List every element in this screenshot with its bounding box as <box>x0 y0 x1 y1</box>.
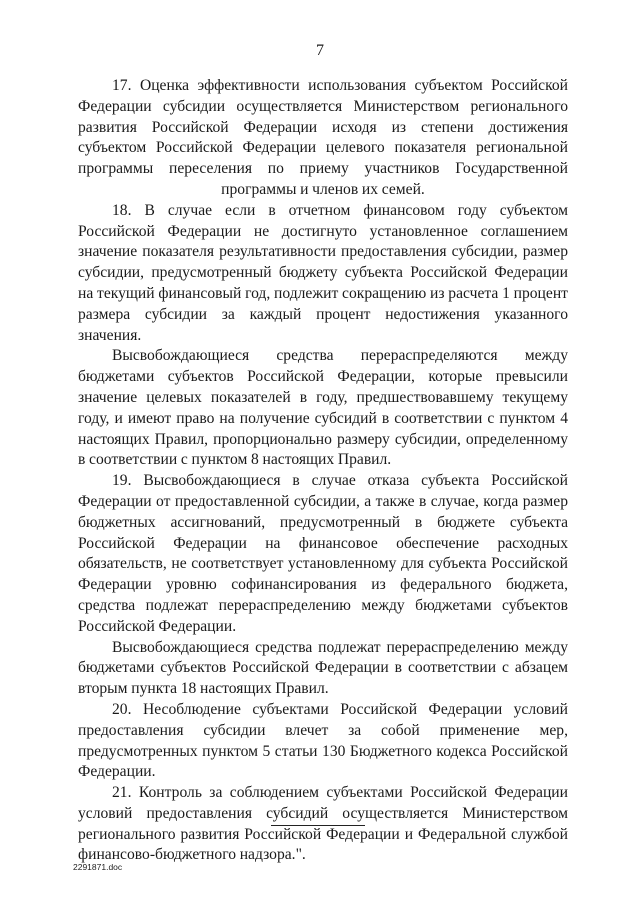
end-divider <box>271 825 365 826</box>
paragraph-19-second: Высвобождающиеся средства подлежат перераспределению между бюджетами субъектов Российской Федерации в соответствии с абзацем вторым пункта 18 настоящих Правил. <box>78 638 568 698</box>
paragraph-20: 20. Несоблюдение субъектами Российской Федерации условий предоставления субсидии влечет за собой применение мер, предусмотренных пунктом 5 статьи 130 Бюджетного кодекса Российской Федерации. <box>78 700 568 781</box>
document-id: 2291871.doc <box>73 862 123 872</box>
paragraph-18-second: Высвобождающиеся средства перераспределяются между бюджетами субъектов Российской Федерации, которые превысили значение целевых показателей в году, предшествовавшему текущему году, и имеют право на получение субсидий в соответствии с пунктом 4 настоящих Правил, пропорционально размеру субсидии, определенному в соответствии с пунктом 8 настоящих Правил. <box>78 347 568 469</box>
paragraph-21: 21. Контроль за соблюдением субъектами Российской Федерации условий предоставления субсидий осуществляется Министерством регионального развития Российской Федерации и Федеральной службой финансово-бюджетного надзора.". <box>78 784 568 864</box>
page-number: 7 <box>316 42 324 59</box>
paragraph-19: 19. Высвобождающиеся в случае отказа субъекта Российской Федерации от предоставленной субсидии, а также в случае, когда размер бюджетных ассигнований, предусмотренный в бюджете субъекта Российской Федерации на финансовое обеспечение расходных обязательств, не соответствует установленному для субъекта Российской Федерации уровню софинансирования из федерального бюджета, средства подлежат перераспределению между бюджетами субъектов Российской Федерации. <box>78 472 568 635</box>
paragraph-18: 18. В случае если в отчетном финансовом году субъектом Российской Федерации не достигнуто установленное соглашением значение показателя результативности предоставления субсидии, размер субсидии, предусмотренный бюджету субъекта Российской Федерации на текущий финансовый год, подлежит сокращению из расчета 1 процент размера субсидии за каждый процент недостижения указанного значения. <box>78 201 568 344</box>
paragraph-17: 17. Оценка эффективности использования субъектом Российской Федерации субсидии осуществляется Министерством регионального развития Российской Федерации исходя из степени достижения субъектом Российской Федерации целевого показателя региональной программы переселения по приему участников Государственной программы и членов их семей. <box>78 77 568 198</box>
document-body <box>78 76 568 866</box>
